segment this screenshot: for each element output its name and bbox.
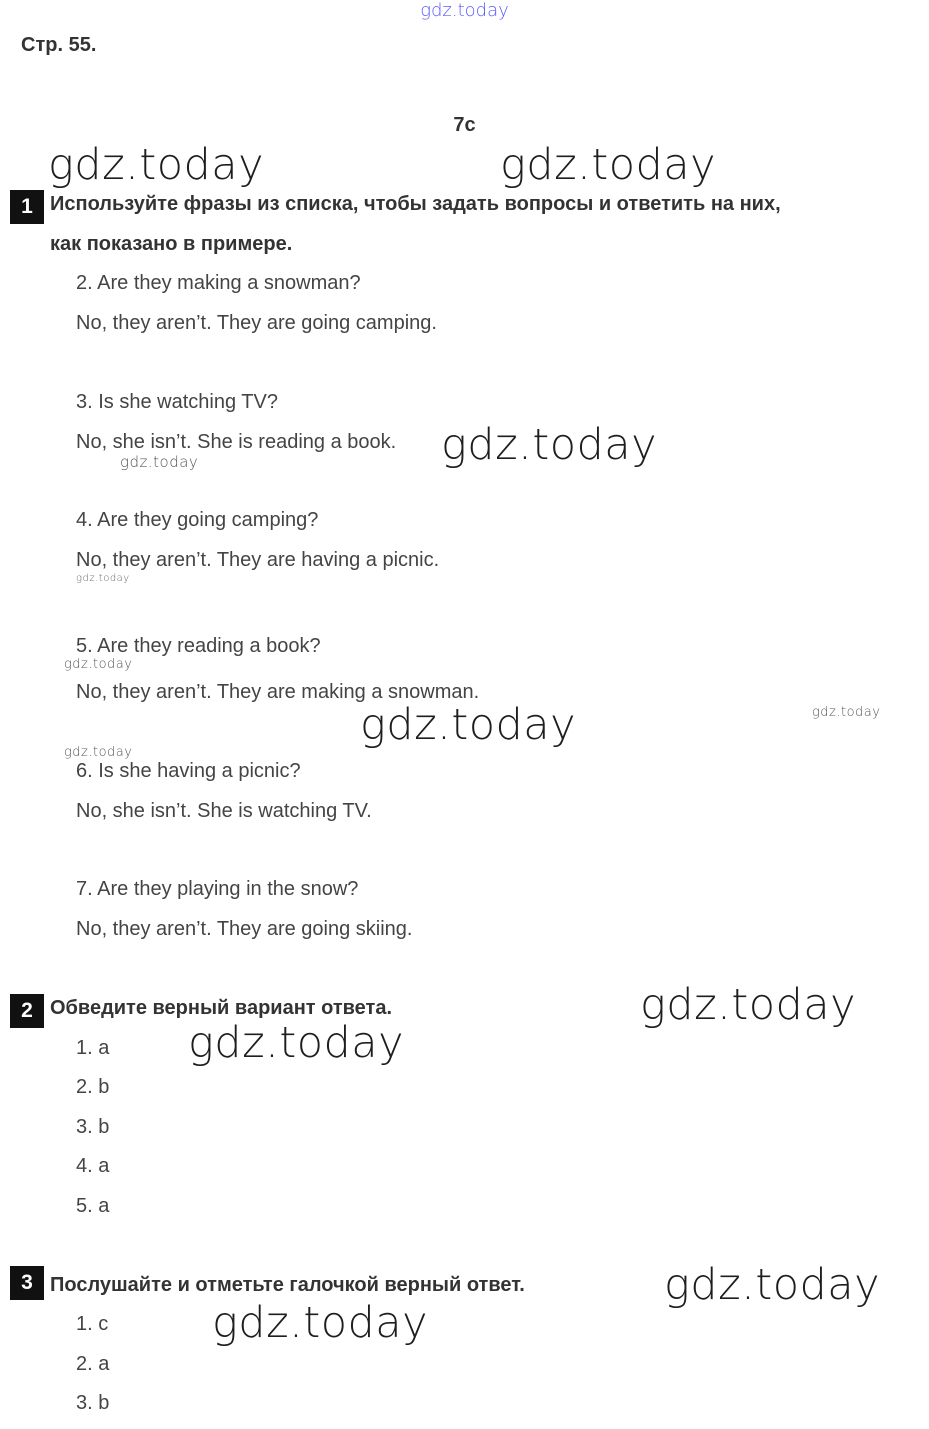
- watermark: gdz.today: [64, 657, 133, 672]
- answer-line: No, they aren’t. They are going skiing.: [76, 918, 413, 940]
- watermark: gdz.today: [640, 980, 857, 1030]
- watermark: gdz.today: [212, 1298, 429, 1348]
- task-instruction: как показано в примере.: [50, 233, 293, 255]
- answer-item: 4. a: [76, 1155, 110, 1177]
- watermark: gdz.today: [48, 140, 265, 190]
- task-instruction: Обведите верный вариант ответа.: [50, 997, 393, 1019]
- question-line: 3. Is she watching TV?: [76, 391, 278, 413]
- answer-item: 5. a: [76, 1195, 110, 1217]
- watermark: gdz.today: [120, 453, 199, 471]
- question-line: 5. Are they reading a book?: [76, 635, 321, 657]
- answer-line: No, she isn’t. She is watching TV.: [76, 800, 372, 822]
- answer-line: No, they aren’t. They are making a snowman.: [76, 681, 480, 703]
- answer-item: 2. a: [76, 1353, 110, 1375]
- unit-title: 7c: [453, 114, 476, 136]
- task-number-badge: 3: [10, 1266, 44, 1300]
- watermark: gdz.today: [360, 700, 577, 750]
- watermark: gdz.today: [64, 745, 133, 760]
- answer-line: No, they aren’t. They are going camping.: [76, 312, 437, 334]
- answer-item: 3. b: [76, 1392, 110, 1414]
- answer-item: 1. c: [76, 1313, 109, 1335]
- question-line: 4. Are they going camping?: [76, 509, 319, 531]
- answer-item: 3. b: [76, 1116, 110, 1138]
- task-number-badge: 2: [10, 994, 44, 1028]
- task-number-badge: 1: [10, 190, 44, 224]
- watermark: gdz.today: [500, 140, 717, 190]
- answer-item: 1. a: [76, 1037, 110, 1059]
- question-line: 6. Is she having a picnic?: [76, 760, 301, 782]
- watermark: gdz.today: [441, 420, 658, 470]
- task-instruction: Используйте фразы из списка, чтобы задать вопросы и ответить на них,: [50, 193, 781, 215]
- task-instruction: Послушайте и отметьте галочкой верный ответ.: [50, 1274, 525, 1296]
- answer-line: No, she isn’t. She is reading a book.: [76, 431, 397, 453]
- watermark: gdz.today: [188, 1018, 405, 1068]
- watermark: gdz.today: [664, 1260, 881, 1310]
- site-watermark-top: gdz.today: [420, 0, 509, 21]
- watermark: gdz.today: [76, 573, 130, 584]
- answer-line: No, they aren’t. They are having a picnic.: [76, 549, 440, 571]
- question-line: 2. Are they making a snowman?: [76, 272, 361, 294]
- answer-item: 2. b: [76, 1076, 110, 1098]
- watermark: gdz.today: [812, 705, 881, 720]
- page-reference: Стр. 55.: [21, 34, 97, 56]
- question-line: 7. Are they playing in the snow?: [76, 878, 359, 900]
